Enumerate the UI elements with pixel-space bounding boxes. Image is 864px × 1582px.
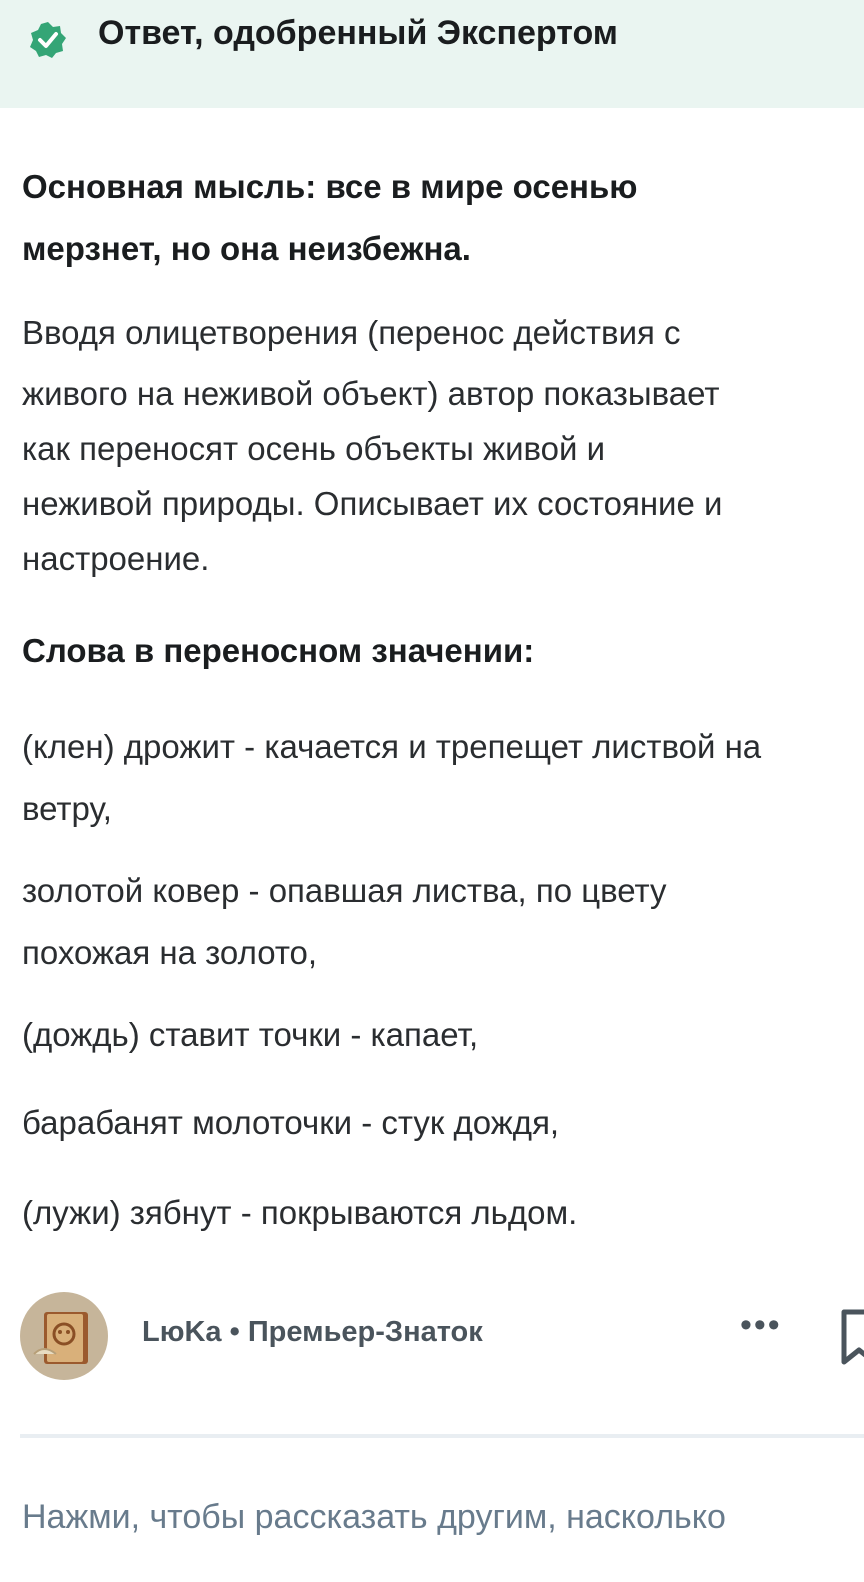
main-idea-line-1: Основная мысль: все в мире осенью [22,168,638,205]
list-item-2-line-2: похожая на золото, [22,934,318,971]
list-item-1-line-2: ветру, [22,790,112,827]
figurative-heading: Слова в переносном значении: [22,632,535,669]
author-name-rank[interactable]: LюKa • Премьер-Знаток [142,1316,483,1348]
answer-body [22,0,864,1260]
more-options-icon[interactable]: ••• [740,1306,782,1344]
list-item-2-line-1: золотой ковер - опавшая листва, по цвету [22,872,667,909]
rating-prompt[interactable]: Нажми, чтобы рассказать другим, насколько [22,1498,726,1536]
header-title: Ответ, одобренный Экспертом [98,14,618,52]
paragraph-line-1: Вводя олицетворения (перенос действия с [22,314,681,351]
answer-author-row [20,1292,864,1384]
section-divider [20,1434,864,1438]
list-item-4: барабанят молоточки - стук дождя, [22,1104,560,1141]
bookmark-icon[interactable] [840,1308,864,1366]
paragraph-line-4: неживой природы. Описывает их состояние и [22,485,723,522]
list-item-1-line-1: (клен) дрожит - качается и трепещет листвой на [22,728,762,765]
author-avatar[interactable] [20,1292,108,1380]
paragraph-line-2: живого на неживой объект) автор показывает [22,375,720,412]
book-face-avatar-icon [20,1292,108,1380]
paragraph-line-5: настроение. [22,540,210,577]
main-idea-line-2: мерзнет, но она неизбежна. [22,230,471,267]
list-item-5: (лужи) зябнут - покрываются льдом. [22,1194,578,1231]
paragraph-line-3: как переносят осень объекты живой и [22,430,606,467]
list-item-3: (дождь) ставит точки - капает, [22,1016,479,1053]
